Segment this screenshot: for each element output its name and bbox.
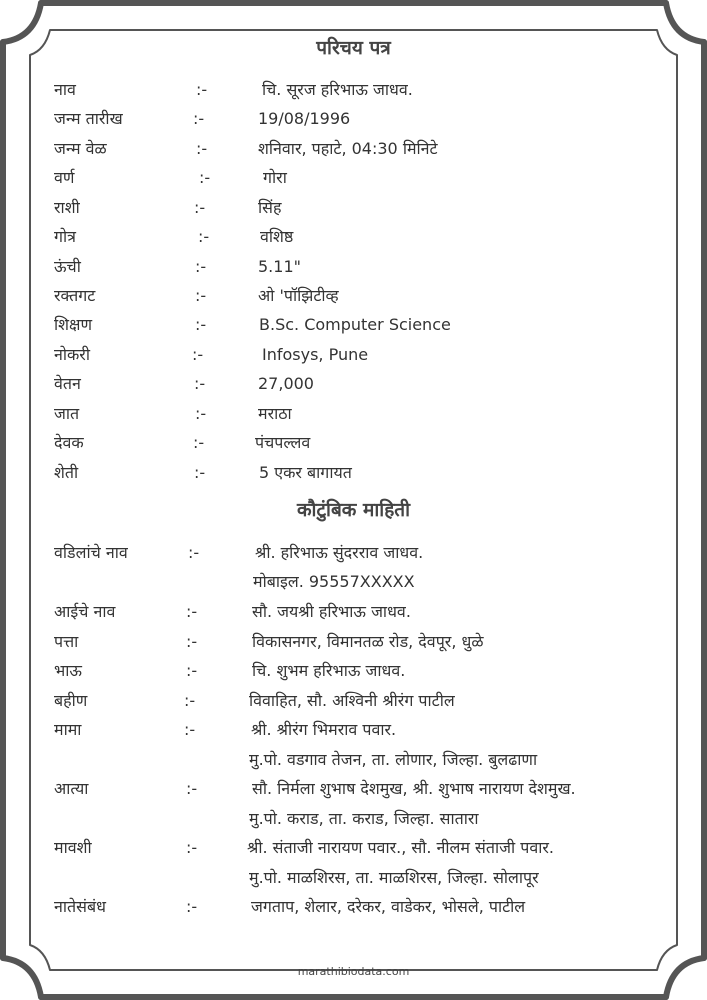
detail-separator: :-: [186, 897, 198, 916]
detail-row: [0, 659, 707, 683]
detail-value: 5.11": [258, 257, 301, 276]
detail-value: मोबाइल. 95557XXXXX: [253, 572, 415, 591]
detail-separator: :-: [186, 838, 198, 857]
detail-separator: :-: [194, 463, 206, 482]
detail-row: [0, 895, 707, 919]
detail-row: [0, 284, 707, 308]
detail-label: वेतन: [54, 374, 81, 393]
detail-row: [0, 196, 707, 220]
detail-value: B.Sc. Computer Science: [259, 315, 451, 334]
detail-value: जगताप, शेलार, दरेकर, वाडेकर, भोसले, पाटील: [251, 897, 526, 916]
detail-separator: :-: [198, 227, 210, 246]
detail-value: 19/08/1996: [258, 109, 351, 128]
detail-value: विवाहित, सौ. अश्विनी श्रीरंग पाटील: [249, 691, 455, 710]
detail-separator: :-: [188, 543, 200, 562]
detail-value: श्री. संताजी नारायण पवार., सौ. नीलम संताजी पवार.: [247, 838, 554, 857]
detail-label: ऊंची: [54, 257, 81, 276]
detail-row: [0, 107, 707, 131]
detail-row: [0, 402, 707, 426]
detail-row: [0, 777, 707, 801]
detail-value: मु.पो. माळशिरस, ता. माळशिरस, जिल्हा. सोलापूर: [249, 868, 539, 887]
detail-value: चि. सूरज हरिभाऊ जाधव.: [262, 80, 413, 99]
detail-label: मावशी: [54, 838, 92, 857]
detail-row: [0, 718, 707, 742]
detail-row: [0, 807, 707, 831]
detail-value: 5 एकर बागायत: [259, 463, 352, 482]
detail-value: सौ. निर्मला शुभाष देशमुख, श्री. शुभाष नारायण देशमुख.: [252, 779, 576, 798]
detail-value: श्री. श्रीरंग भिमराव पवार.: [251, 720, 397, 739]
detail-label: आईचे नाव: [54, 602, 116, 621]
detail-separator: :-: [195, 286, 207, 305]
detail-separator: :-: [186, 661, 198, 680]
detail-row: [0, 836, 707, 860]
detail-separator: :-: [192, 345, 204, 364]
detail-separator: :-: [186, 779, 198, 798]
detail-label: शेती: [54, 463, 79, 482]
detail-separator: :-: [186, 602, 198, 621]
detail-row: [0, 372, 707, 396]
detail-value: मराठा: [258, 404, 292, 423]
detail-row: [0, 570, 707, 594]
detail-row: [0, 461, 707, 485]
detail-value: गोरा: [263, 168, 287, 187]
detail-separator: :-: [193, 433, 205, 452]
detail-separator: :-: [194, 198, 206, 217]
detail-separator: :-: [195, 404, 207, 423]
detail-row: [0, 541, 707, 565]
detail-label: राशी: [54, 198, 80, 217]
detail-value: विकासनगर, विमानतळ रोड, देवपूर, धुळे: [252, 632, 484, 651]
detail-value: Infosys, Pune: [262, 345, 369, 364]
detail-value: शनिवार, पहाटे, 04:30 मिनिटे: [258, 139, 438, 158]
page-title: परिचय पत्र: [316, 37, 391, 59]
detail-separator: :-: [194, 374, 206, 393]
detail-label: वडिलांचे नाव: [54, 543, 128, 562]
detail-value: मु.पो. वडगाव तेजन, ता. लोणार, जिल्हा. बुलढाणा: [249, 750, 538, 769]
detail-separator: :-: [196, 80, 208, 99]
detail-label: वर्ण: [54, 168, 75, 187]
detail-value: सिंह: [258, 198, 282, 217]
detail-label: जन्म तारीख: [54, 109, 123, 128]
detail-separator: :-: [184, 720, 196, 739]
detail-separator: :-: [196, 139, 208, 158]
detail-row: [0, 689, 707, 713]
detail-separator: :-: [195, 257, 207, 276]
detail-label: मामा: [54, 720, 82, 739]
detail-value: ओ 'पॉझिटीव्ह: [258, 286, 339, 305]
detail-row: [0, 78, 707, 102]
detail-value: पंचपल्लव: [255, 433, 311, 452]
detail-row: [0, 166, 707, 190]
detail-separator: :-: [195, 315, 207, 334]
detail-label: देवक: [54, 433, 84, 452]
detail-label: जात: [54, 404, 80, 423]
detail-row: [0, 225, 707, 249]
detail-value: श्री. हरिभाऊ सुंदरराव जाधव.: [255, 543, 424, 562]
detail-row: [0, 630, 707, 654]
detail-label: शिक्षण: [54, 315, 93, 334]
detail-label: नोकरी: [54, 345, 91, 364]
detail-value: 27,000: [258, 374, 314, 393]
detail-value: चि. शुभम हरिभाऊ जाधव.: [252, 661, 406, 680]
detail-label: गोत्र: [54, 227, 76, 246]
detail-separator: :-: [184, 691, 196, 710]
detail-row: [0, 137, 707, 161]
detail-label: आत्या: [54, 779, 89, 798]
detail-row: [0, 313, 707, 337]
detail-label: भाऊ: [54, 661, 82, 680]
detail-row: [0, 255, 707, 279]
detail-value: वशिष्ठ: [260, 227, 294, 246]
detail-label: पत्ता: [54, 632, 79, 651]
detail-label: नाव: [54, 80, 76, 99]
footer-site: marathibiodata.com: [297, 965, 410, 978]
detail-row: [0, 600, 707, 624]
detail-value: मु.पो. कराड, ता. कराड, जिल्हा. सातारा: [249, 809, 479, 828]
detail-value: सौ. जयश्री हरिभाऊ जाधव.: [252, 602, 411, 621]
detail-row: [0, 431, 707, 455]
detail-separator: :-: [193, 109, 205, 128]
detail-label: नातेसंबंध: [54, 897, 106, 916]
detail-separator: :-: [199, 168, 211, 187]
detail-label: रक्तगट: [54, 286, 96, 305]
detail-row: [0, 343, 707, 367]
detail-row: [0, 748, 707, 772]
detail-row: [0, 866, 707, 890]
family-section-title: कौटुंबिक माहिती: [296, 499, 411, 521]
detail-label: जन्म वेळ: [54, 139, 107, 158]
detail-separator: :-: [186, 632, 198, 651]
detail-label: बहीण: [54, 691, 88, 710]
